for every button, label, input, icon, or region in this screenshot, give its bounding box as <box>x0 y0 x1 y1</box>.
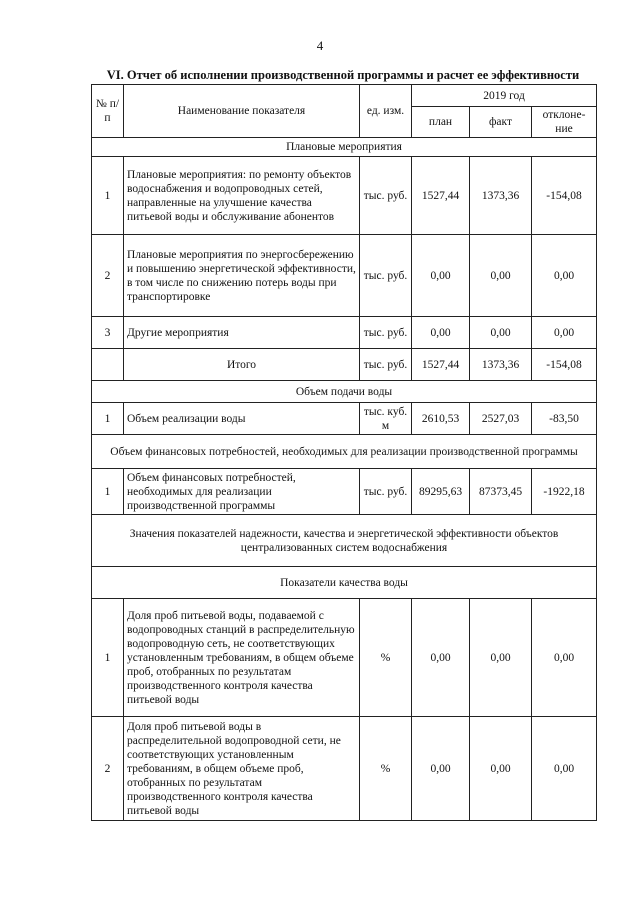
section-row <box>92 515 597 567</box>
row-deviation: 0,00 <box>532 599 597 717</box>
row-fact: 0,00 <box>470 599 532 717</box>
header-deviation: отклоне-ние <box>532 107 597 138</box>
total-label: Итого <box>124 349 360 381</box>
row-num <box>92 349 124 381</box>
table-row <box>92 317 597 349</box>
total-row <box>92 349 597 381</box>
row-name: Доля проб питьевой воды, подаваемой с водопроводных станций в распределительную водопроводную сеть, не соответствующих установленным требованиям, в общем объеме проб, отобранных по результатам производственного контроля качества питьевой воды <box>124 599 360 717</box>
row-name: Другие мероприятия <box>124 317 360 349</box>
report-table <box>91 84 597 821</box>
row-plan: 0,00 <box>412 317 470 349</box>
section-row <box>92 381 597 403</box>
section-quality: Показатели качества воды <box>92 567 597 599</box>
table-row <box>92 235 597 317</box>
row-plan: 1527,44 <box>412 157 470 235</box>
row-name: Объем реализации воды <box>124 403 360 435</box>
row-plan: 0,00 <box>412 235 470 317</box>
section-row <box>92 435 597 469</box>
header-plan: план <box>412 107 470 138</box>
row-fact: 0,00 <box>470 317 532 349</box>
row-num: 2 <box>92 717 124 821</box>
row-unit: тыс. куб. м <box>360 403 412 435</box>
section-reliability: Значения показателей надежности, качества и энергетической эффективности объектов централизованных систем водоснабжения <box>92 515 597 567</box>
row-num: 1 <box>92 157 124 235</box>
section-row <box>92 138 597 157</box>
section-row <box>92 567 597 599</box>
section-supply: Объем подачи воды <box>92 381 597 403</box>
section-finance: Объем финансовых потребностей, необходимых для реализации производственной программы <box>92 435 597 469</box>
row-unit: тыс. руб. <box>360 235 412 317</box>
row-deviation: -1922,18 <box>532 469 597 515</box>
header-year: 2019 год <box>412 85 597 107</box>
row-fact: 1373,36 <box>470 157 532 235</box>
row-unit: % <box>360 599 412 717</box>
row-name: Плановые мероприятия по энергосбережению и повышению энергетической эффективности, в том числе по снижению потерь воды при транспортировке <box>124 235 360 317</box>
row-name: Доля проб питьевой воды в распределительной водопроводной сети, не соответствующих установленным требованиям, в общем объеме проб, отобранных по результатам производственного контроля качества питьевой воды <box>124 717 360 821</box>
row-plan: 1527,44 <box>412 349 470 381</box>
row-plan: 2610,53 <box>412 403 470 435</box>
row-name: Объем финансовых потребностей, необходимых для реализации производственной программы <box>124 469 360 515</box>
table-row <box>92 469 597 515</box>
row-fact: 0,00 <box>470 717 532 821</box>
row-num: 3 <box>92 317 124 349</box>
report-title: VI. Отчет об исполнении производственной программы и расчет ее эффективности <box>106 68 580 82</box>
row-num: 1 <box>92 599 124 717</box>
header-unit: ед. изм. <box>360 85 412 138</box>
table-row <box>92 157 597 235</box>
row-deviation: -83,50 <box>532 403 597 435</box>
table-row <box>92 599 597 717</box>
row-deviation: 0,00 <box>532 235 597 317</box>
header-num: № п/п <box>92 85 124 138</box>
table-row <box>92 717 597 821</box>
row-unit: тыс. руб. <box>360 469 412 515</box>
row-plan: 0,00 <box>412 599 470 717</box>
row-deviation: -154,08 <box>532 157 597 235</box>
row-name: Плановые мероприятия: по ремонту объектов водоснабжения и водопроводных сетей, направленные на улучшение качества питьевой воды и обслуживание абонентов <box>124 157 360 235</box>
header-row <box>92 85 597 107</box>
row-deviation: 0,00 <box>532 317 597 349</box>
row-num: 1 <box>92 403 124 435</box>
row-fact: 2527,03 <box>470 403 532 435</box>
row-fact: 1373,36 <box>470 349 532 381</box>
row-unit: тыс. руб. <box>360 349 412 381</box>
row-unit: тыс. руб. <box>360 157 412 235</box>
row-fact: 87373,45 <box>470 469 532 515</box>
header-name: Наименование показателя <box>124 85 360 138</box>
row-plan: 89295,63 <box>412 469 470 515</box>
table-row <box>92 403 597 435</box>
row-deviation: 0,00 <box>532 717 597 821</box>
row-deviation: -154,08 <box>532 349 597 381</box>
row-num: 1 <box>92 469 124 515</box>
row-unit: % <box>360 717 412 821</box>
section-planned: Плановые мероприятия <box>92 138 597 157</box>
row-plan: 0,00 <box>412 717 470 821</box>
row-fact: 0,00 <box>470 235 532 317</box>
row-unit: тыс. руб. <box>360 317 412 349</box>
row-num: 2 <box>92 235 124 317</box>
page-number: 4 <box>316 38 324 53</box>
header-fact: факт <box>470 107 532 138</box>
